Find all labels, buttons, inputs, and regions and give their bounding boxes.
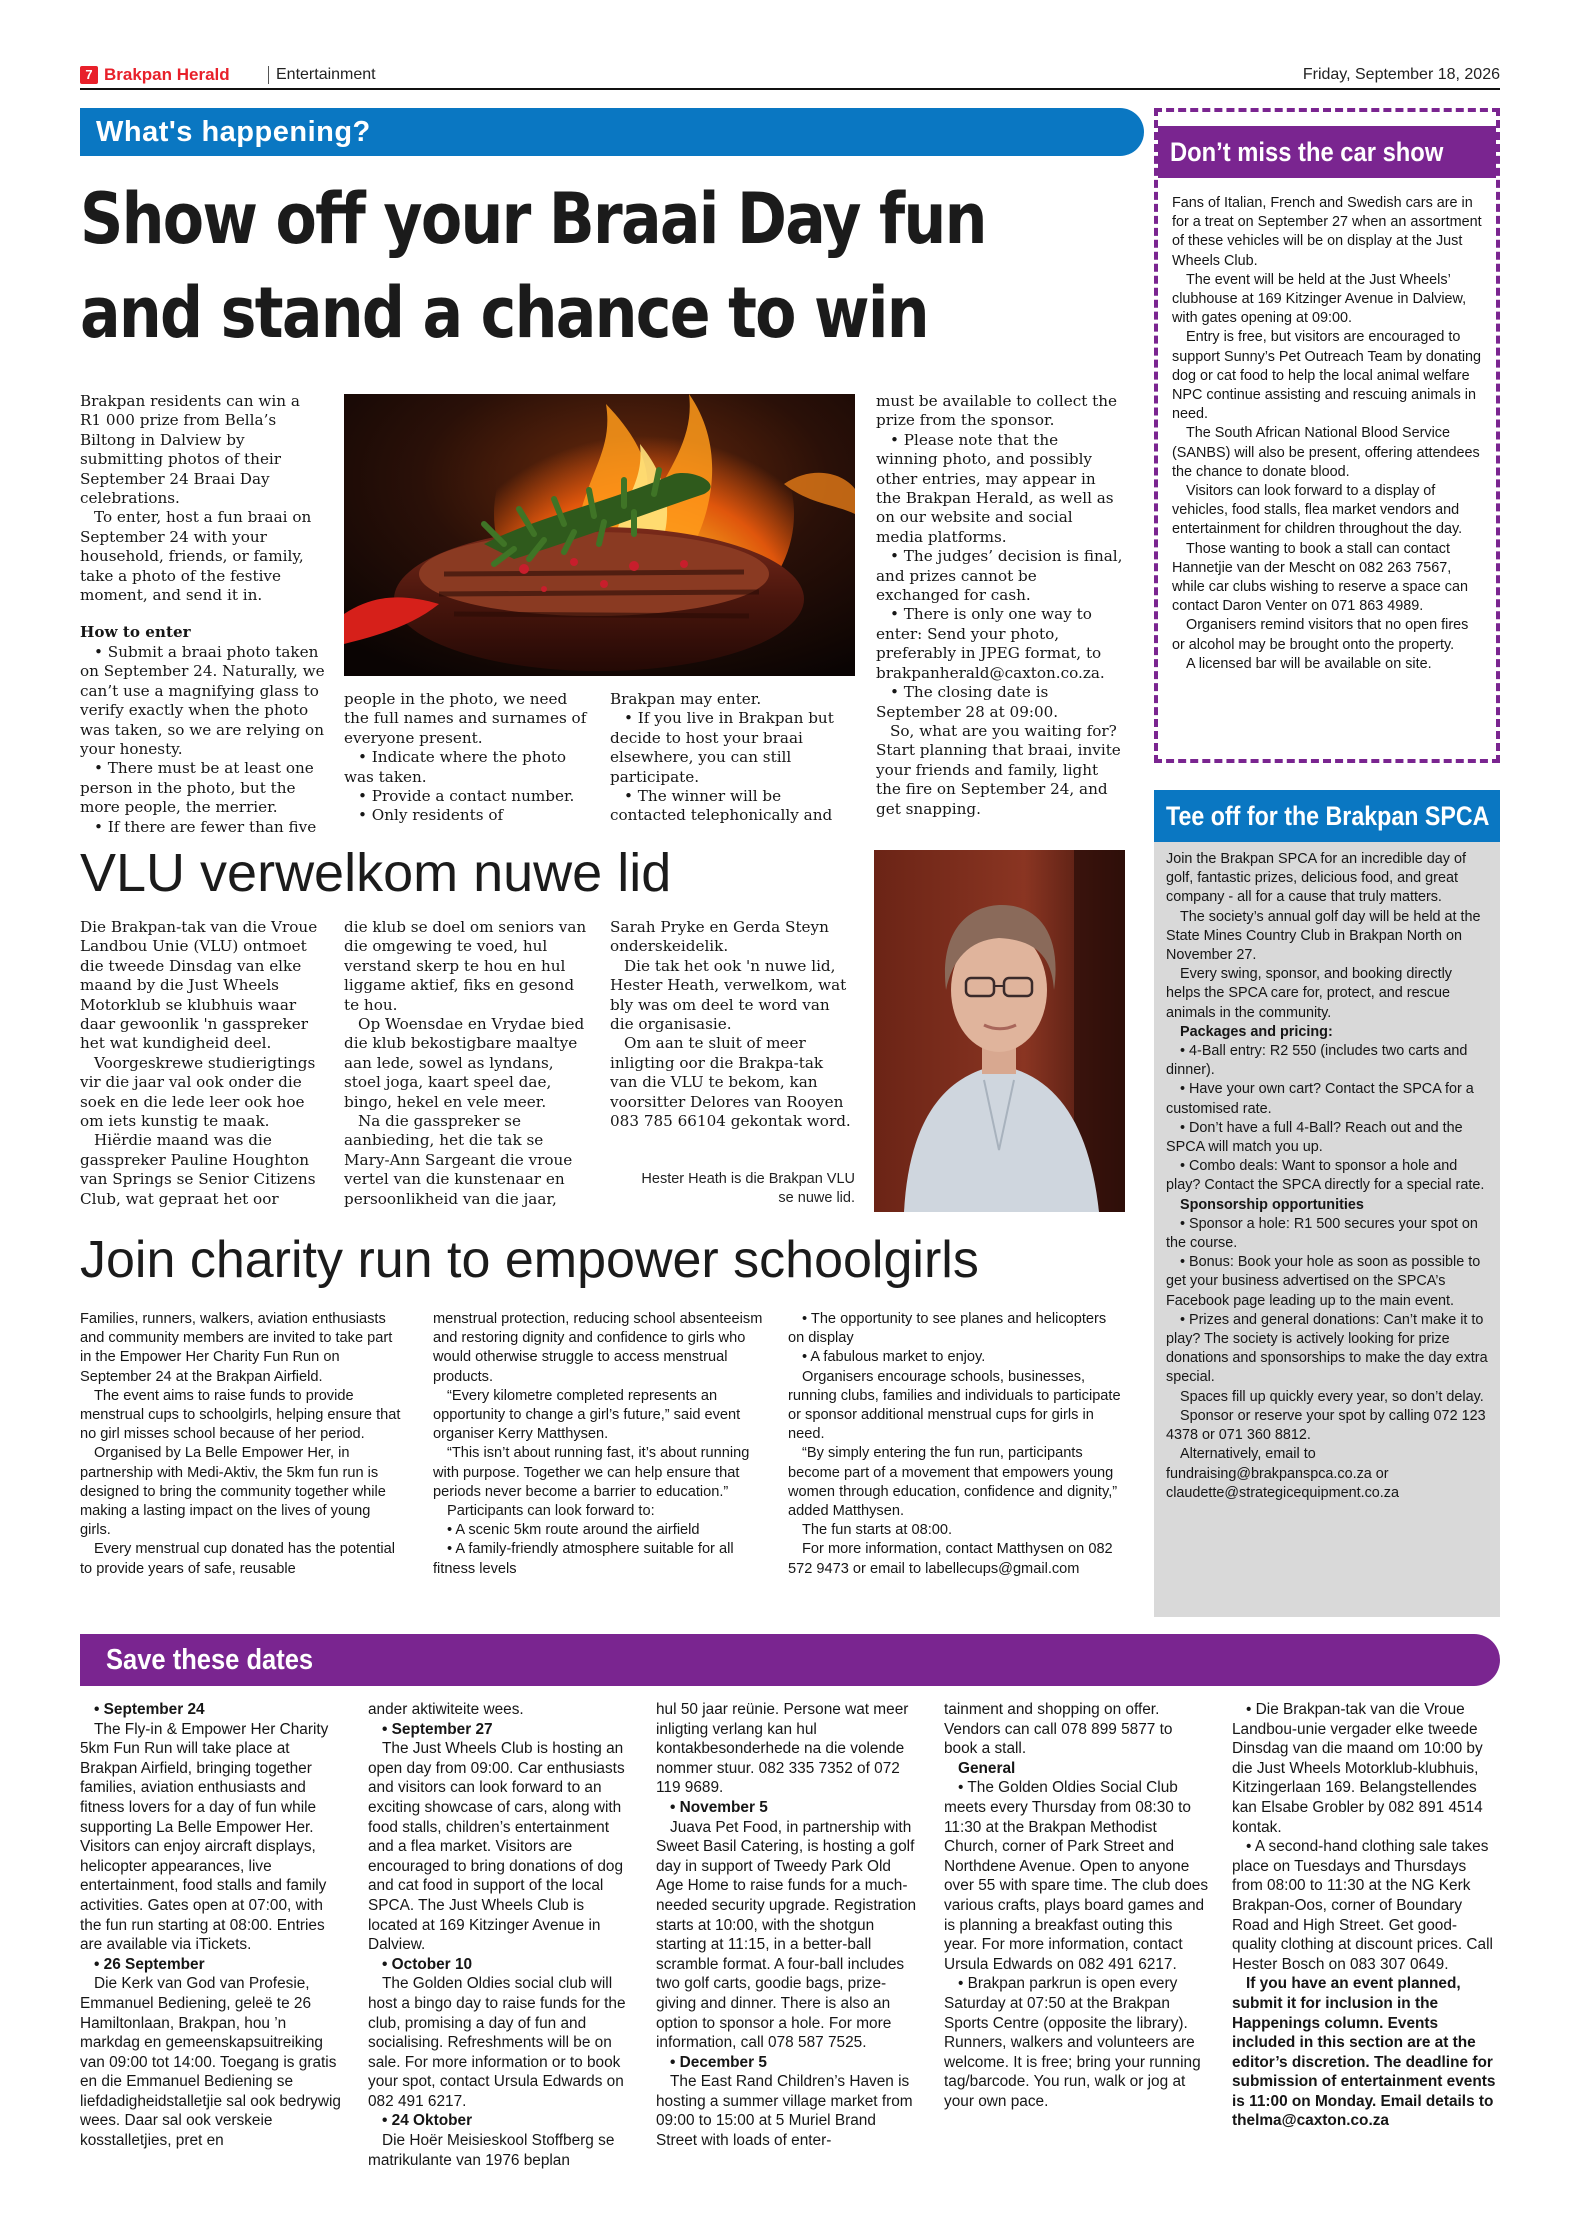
braai-para: • Please note that the winning photo, and possibly other entries, may appear in the Brakpan Herald, as well as on our website and social media platforms. [876,430,1114,546]
dates-col-4 [944,1700,1209,2180]
spca-subhead: Packages and pricing: [1180,1023,1333,1040]
braai-para: • If there are fewer than five [94,817,317,832]
braai-para: people in the photo, we need the full names and surnames of everyone present. [344,690,587,747]
carshow-para: Visitors can look forward to a display of vehicles, food stalls, flea market vendors and entertainment for children throughout the day. [1172,483,1463,538]
braai-para: So, what are you waiting for? Start planning that braai, invite your friends and family, light the fire on September 24, and get snapping. [876,721,1121,818]
carshow-para: The event will be held at the Just Wheels’ clubhouse at 169 Kitzinger Avenue in Dalview, with gates opening at 09:00. [1172,271,1467,327]
dates-heading: • 24 Oktober [382,2112,473,2130]
dates-heading: • 26 September [94,1955,205,1973]
dates-para: Die Kerk van God van Profesie, Emmanuel Bediening, geleë te 26 Hamiltonlaan, Brakpan, hou ’n markdag en gemeenskapsuitreiking van 09:00 tot 14:00. Toegang is gratis en die Emmanuel Bediening se liefdadigheidstalletjie sal ook bedrywig wees. Daar sal ook verskeie kosstalletjies, pret en [80,1975,341,2150]
charity-para: • A family-friendly atmosphere suitable for all fitness levels [433,1541,734,1577]
dates-title-bar [80,1634,1500,1686]
carshow-para: Organisers remind visitors that no open fires or alcohol may be brought onto the property. [1172,617,1469,653]
paper-name: Brakpan Herald [104,65,230,84]
dates-title: Save these dates [106,1644,314,1676]
charity-para: “By simply entering the fun run, participants become part of a movement that empowers young women through education, confidence and dignity,” added Matthysen. [788,1445,1118,1520]
charity-para: • A fabulous market to enjoy. [802,1349,986,1366]
charity-para: For more information, contact Matthysen on 082 572 9473 or email to labellecups@gmail.com [788,1541,1113,1577]
dates-para: • Brakpan parkrun is open every Saturday at 07:50 at the Brakpan Sports Centre (opposite the library). Runners, walkers and volunteers are welcome. It is free; bring your running tag/barcode. You run, walk or jog at your own pace. [944,1975,1201,2110]
spca-para: • Prizes and general donations: Can’t make it to play? The society is actively looking for prize donations and sponsorships to make the day extra special. [1166,1311,1488,1386]
whats-happening-banner [80,108,1144,156]
braai-para: • Provide a contact number. [358,787,575,806]
braai-col-4 [876,392,1124,832]
charity-para: Families, runners, walkers, aviation enthusiasts and community members are invited to take part in the Empower Her Charity Fun Run on September 24 at the Brakpan Airfield. [80,1311,393,1385]
charity-para: Every menstrual cup donated has the potential to provide years of safe, reusable [80,1541,395,1577]
braai-col-3 [610,690,855,840]
issue-date: Friday, September 18, 2026 [1302,66,1500,83]
vlu-col-3 [610,918,855,1158]
charity-para: • The opportunity to see planes and helicopters on display [788,1311,1107,1347]
dates-para: ander aktiwiteite wees. [368,1701,524,1718]
spca-para: • Bonus: Book your hole as soon as possible to get your business advertised on the SPCA’s Facebook page leading up to the main event. [1166,1254,1481,1309]
braai-headline-line2: and stand a chance to win [80,272,928,354]
dates-para: Juava Pet Food, in partnership with Sweet Basil Catering, is hosting a golf day in support of Tweedy Park Old Age Home to raise funds for a much-needed security upgrade. Registration starts at 10:00, with the shotgun starting at 11:15, in a better-ball scramble format. A four-ball includes two golf carts, goodie bags, prize-giving and dinner. There is also an option to sponsor a hole. For more information, call 078 587 7525. [656,1818,917,2052]
carshow-para: Entry is free, but visitors are encouraged to support Sunny’s Pet Outreach Team by donating dog or cat food to help the local animal welfare NPC continue assisting and rescuing animals in need. [1172,329,1482,423]
braai-para: must be available to collect the prize from the sponsor. [876,392,1118,430]
spca-para: Alternatively, email to fundraising@brakpanspca.co.za or claudette@strategicequipment.co.za [1166,1446,1399,1501]
carshow-para: Fans of Italian, French and Swedish cars are in for a treat on September 27 when an assortment of these vehicles will be on display at the Just Wheels Club. [1172,195,1482,269]
vlu-photo-caption: Hester Heath is die Brakpan VLU se nuwe lid. [641,1171,855,1206]
carshow-title-bar [1158,126,1496,178]
charity-para: Participants can look forward to: [447,1503,655,1520]
charity-col-2 [433,1310,763,1616]
charity-headline: Join charity run to empower schoolgirls [80,1231,979,1289]
vlu-para: Die tak het ook 'n nuwe lid, Hester Heath, verwelkom, wat bly was om deel te word van die organisasie. [610,956,847,1034]
braai-para: • The closing date is September 28 at 09:00. [876,683,1059,721]
dates-para: The Golden Oldies social club will host a bingo day to raise funds for the club, promising a day of fun and socialising. Refreshments will be on sale. For more information or to book your spot, contact Ursula Edwards on 082 491 6217. [368,1975,626,2110]
spca-para: • Don’t have a full 4-Ball? Reach out and the SPCA will match you up. [1166,1119,1463,1156]
charity-para: menstrual protection, reducing school absenteeism and restoring dignity and confidence to girls who would otherwise struggle to access menstrual products. [433,1311,763,1385]
braai-para: • Indicate where the photo was taken. [344,748,567,786]
braai-para: • Only residents of [358,806,504,825]
dates-para: tainment and shopping on offer. Vendors can call 078 899 5877 to book a stall. [944,1701,1173,1758]
steak-illustration [344,394,855,676]
charity-col-1 [80,1310,405,1616]
vlu-para: die klub se doel om seniors van die omgewing te voed, hul verstand skerp te hou en hul liggame aktief, fiks en gesond te hou. [344,918,587,1014]
spca-title: Tee off for the Brakpan SPCA [1166,801,1490,831]
vlu-para: Op Woensdae en Vrydae bied die klub bekostigbare maaltye aan lede, sowel as lyndans, stoel joga, kaart speel dae, bingo, hekel en vele meer. [344,1015,585,1111]
portrait-illustration [874,850,1125,1212]
charity-para: The fun starts at 08:00. [802,1522,953,1539]
braai-para: • Submit a braai photo taken on September 24. Naturally, we can’t use a magnifying glass to verify exactly when the photo was taken, so we are relying on your honesty. [80,642,325,758]
dates-heading: • September 27 [382,1720,493,1738]
spca-para: • 4-Ball entry: R2 550 (includes two carts and dinner). [1166,1043,1468,1079]
spca-para: The society’s annual golf day will be held at the State Mines Country Club in Brakpan North on November 27. [1166,908,1481,964]
dates-submission-note: If you have an event planned, submit it for inclusion in the Happenings column. Events included in this section are at the editor’s discretion. The deadline for submission of entertainment events is 11:00 on Monday. Email details to thelma@caxton.co.za [1232,1975,1496,2130]
dates-heading: • September 24 [94,1701,205,1718]
braai-photo [344,394,855,676]
dates-heading: • October 10 [382,1955,473,1973]
carshow-para: Those wanting to book a stall can contact Hannetjie van der Mescht on 082 263 7567, while car clubs wishing to reserve a space can contact Daron Venter on 071 863 4989. [1172,540,1468,615]
braai-para: • There must be at least one person in the photo, but the more people, the merrier. [80,759,314,817]
carshow-para: The South African National Blood Service (SANBS) will also be present, offering attendees the chance to donate blood. [1172,425,1480,480]
braai-col-1 [80,392,325,832]
vlu-headline: VLU verwelkom nuwe lid [80,843,672,903]
charity-para: Organisers encourage schools, businesses, running clubs, families and individuals to participate or sponsor additional menstrual cups for girls in need. [788,1368,1121,1443]
spca-para: Every swing, sponsor, and booking directly helps the SPCA care for, protect, and rescue animals in the community. [1166,966,1452,1021]
dates-para: hul 50 jaar reünie. Persone wat meer inligting verlang kan hul kontakbesonderhede na die volende nommer stuur. 082 335 7352 of 072 119 9689. [656,1701,909,1797]
dates-para: The Just Wheels Club is hosting an open day from 09:00. Car enthusiasts and visitors can look forward to an exciting showcase of cars, along with food stalls, children’s entertainment and a flea market. Visitors are encouraged to bring donations of dog and cat food in support of the local SPCA. The Just Wheels Club is located at 169 Kitzinger Avenue in Dalview. [368,1740,625,1954]
carshow-title: Don’t miss the car show [1170,137,1444,167]
spca-body [1166,850,1488,1610]
vlu-para: Na die gasspreker se aanbieding, het die tak se Mary-Ann Sargeant die vroue vertel van die kunstenaar en persoonlikheid van die jaar, [344,1112,573,1208]
charity-para: The event aims to raise funds to provide menstrual cups to schoolgirls, helping ensure that no girl misses school because of her period. [80,1387,401,1443]
dates-para: The Fly-in & Empower Her Charity 5km Fun Run will take place at Brakpan Airfield, bringing together families, aviation enthusiasts and fitness lovers for a day of fun while supporting La Belle Empower Her. Visitors can enjoy aircraft displays, helicopter appearances, live entertainment, food stalls and family activities. Gates open at 07:00, with the fun run starting at 08:00. Entries are available via iTickets. [80,1720,329,1954]
spca-para: • Have your own cart? Contact the SPCA for a customised rate. [1166,1081,1474,1117]
braai-para: To enter, host a fun braai on September 24 with your household, friends, or family, take a photo of the festive moment, and send it in. [80,508,312,605]
braai-para: • If you live in Brakpan but decide to host your braai elsewhere, you can still participate. [610,709,834,786]
dates-para: • A second-hand clothing sale takes place on Tuesdays and Thursdays from 08:00 to 11:30 at the NG Kerk Brakpan-Oos, corner of Boundary Road and High Street. Get good-quality clothing at discount prices. Call Hester Bosch on 083 307 0649. [1232,1838,1493,1973]
charity-para: “Every kilometre completed represents an opportunity to change a girl’s future,” said event organiser Kerry Matthysen. [433,1387,741,1443]
dates-para: • Die Brakpan-tak van die Vroue Landbou-unie vergader elke tweede Dinsdag van die maand om 10:00 by die Just Wheels Motorklub-klubhuis, Kitzingerlaan 169. Belangstellendes kan Elsabe Grobler by 082 891 4514 kontak. [1232,1701,1483,1836]
dates-para: Die Hoër Meisieskool Stoffberg se matrikulante van 1976 beplan [368,2132,615,2169]
vlu-para: Hiërdie maand was die gasspreker Pauline Houghton van Springs se Senior Citizens Club, wat gepraat het oor [80,1131,316,1208]
braai-headline [80,172,1009,360]
charity-para: • A scenic 5km route around the airfield [447,1522,700,1539]
charity-para: “This isn’t about running fast, it’s about running with purpose. Together we can help ensure that periods never become a barrier to education.” [433,1445,750,1500]
dates-heading: • December 5 [670,2053,767,2071]
braai-para: • The judges’ decision is final, and prizes cannot be exchanged for cash. [876,547,1123,605]
dates-col-5 [1232,1700,1500,2180]
spca-para: Spaces fill up quickly every year, so don’t delay. [1180,1388,1484,1405]
vlu-para: Die Brakpan-tak van die Vroue Landbou Unie (VLU) ontmoet die tweede Dinsdag van elke maand by die Just Wheels Motorklub se klubhuis waar daar gewoonlik 'n gasspreker het wat kundigheid deel. [80,918,318,1053]
header-rule [80,88,1500,90]
spca-para: • Combo deals: Want to sponsor a hole and play? Contact the SPCA directly for a special rate. [1166,1158,1485,1194]
banner-label: What's happening? [96,116,371,148]
carshow-para: A licensed bar will be available on site. [1186,655,1432,672]
spca-para: Join the Brakpan SPCA for an incredible day of golf, fantastic prizes, delicious food, and great company - all for a cause that truly matters. [1166,851,1466,906]
charity-para: Organised by La Belle Empower Her, in partnership with Medi-Aktiv, the 5km fun run is designed to bring the community together while making a lasting impact on the lives of young girls. [80,1445,386,1539]
dates-col-1 [80,1700,345,2180]
braai-para: • The winner will be contacted telephonically and [610,787,833,825]
vlu-col-1 [80,918,325,1214]
spca-para: • Sponsor a hole: R1 500 secures your spot on the course. [1166,1215,1478,1252]
dates-heading: • November 5 [670,1798,768,1816]
braai-para: • There is only one way to enter: Send your photo, preferably in JPEG format, to brakpanherald@caxton.co.za. [876,605,1105,682]
hester-heath-photo [874,850,1125,1212]
dates-para: The East Rand Children’s Haven is hosting a summer village market from 09:00 to 15:00 at 5 Muriel Brand Street with loads of enter- [656,2073,913,2150]
charity-col-3 [788,1310,1126,1616]
header-divider [268,66,269,84]
braai-para: Brakpan residents can win a R1 000 prize from Bella’s Biltong in Dalview by submitting photos of their September 24 Braai Day celebrations. [80,392,300,508]
spca-title-bar [1154,790,1500,842]
carshow-body [1172,194,1484,750]
page-number: 7 [80,66,98,84]
dates-heading: General [958,1759,1016,1777]
braai-headline-line1: Show off your Braai Day fun [80,178,986,260]
page-header [80,64,1500,86]
dates-para: • The Golden Oldies Social Club meets every Thursday from 08:30 to 11:30 at the Brakpan Methodist Church, corner of Park Street and Northdene Avenue. Open to anyone over 55 with spare time. The club does various crafts, plays board games and is planning a breakfast outing this year. For more information, contact Ursula Edwards on 082 491 6217. [944,1779,1209,1973]
vlu-para: Voorgeskrewe studierigtings vir die jaar val ook onder die soek en die lede leer ook hoe om iets kunstig te maak. [80,1053,316,1131]
spca-subhead: Sponsorship opportunities [1180,1196,1364,1213]
braai-subhead-how-to-enter: How to enter [80,623,191,642]
vlu-para: Sarah Pryke en Gerda Steyn onderskeidelik. [610,918,829,956]
spca-para: Sponsor or reserve your spot by calling 072 123 4378 or 071 360 8812. [1166,1407,1486,1444]
braai-para: Brakpan may enter. [610,690,762,708]
section-name: Entertainment [276,66,376,83]
vlu-para: Om aan te sluit of meer inligting oor die Brakpa-tak van die VLU te bekom, kan voorsitter Delores van Rooyen 083 785 66104 gekontak word. [610,1034,851,1131]
braai-col-2 [344,690,589,840]
dates-col-3 [656,1700,921,2180]
vlu-col-2 [344,918,589,1214]
dates-col-2 [368,1700,633,2180]
